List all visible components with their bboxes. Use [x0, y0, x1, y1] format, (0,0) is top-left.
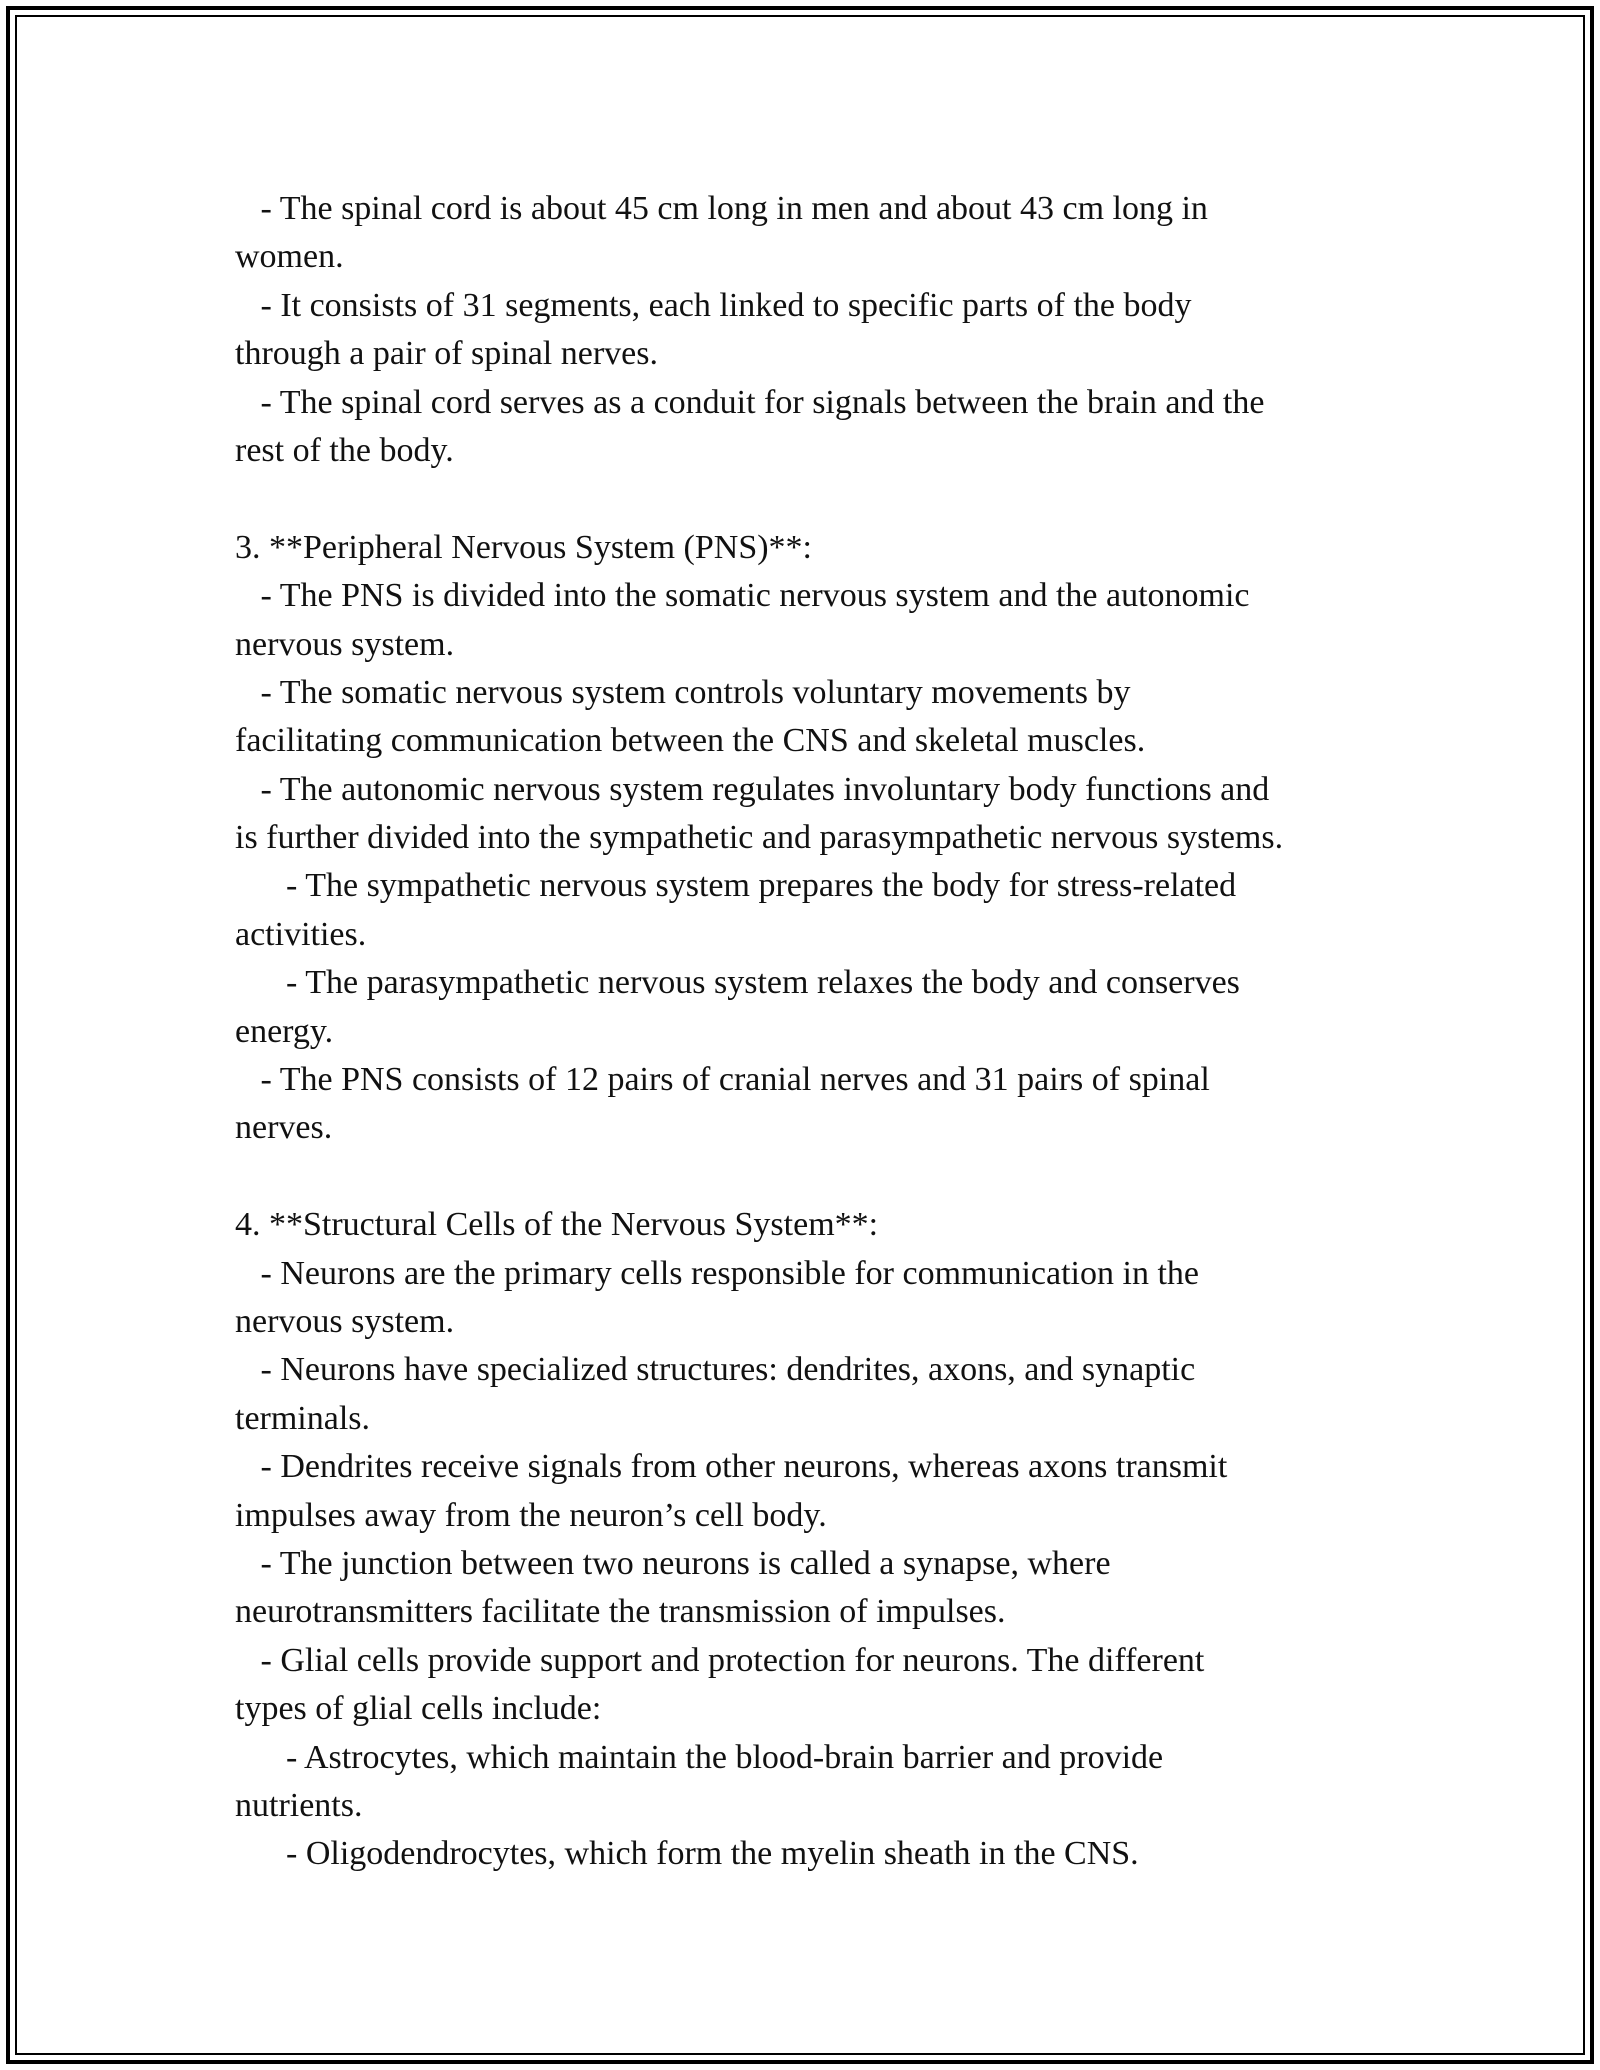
text-line: terminals.	[235, 1399, 371, 1437]
text-line: nervous system.	[235, 1302, 455, 1340]
section-heading: 4. **Structural Cells of the Nervous System**:	[235, 1206, 879, 1244]
text-line: - The parasympathetic nervous system relaxes the body and conserves	[235, 964, 1240, 1002]
text-line: - Neurons have specialized structures: dendrites, axons, and synaptic	[235, 1351, 1196, 1389]
text-line: - It consists of 31 segments, each linked to specific parts of the body	[235, 286, 1192, 324]
text-line: activities.	[235, 915, 367, 953]
text-line: through a pair of spinal nerves.	[235, 335, 658, 373]
text-line: energy.	[235, 1012, 334, 1050]
text-line: women.	[235, 238, 344, 276]
blank-line	[235, 1153, 1415, 1201]
text-line: nerves.	[235, 1109, 333, 1147]
text-line: - The autonomic nervous system regulates involuntary body functions and	[235, 770, 1270, 808]
document-body	[235, 185, 1415, 1879]
text-line: types of glial cells include:	[235, 1690, 602, 1728]
text-line: nervous system.	[235, 625, 455, 663]
text-line: - The PNS is divided into the somatic nervous system and the autonomic	[235, 577, 1250, 615]
text-line: nutrients.	[235, 1786, 363, 1824]
text-line: - Glial cells provide support and protection for neurons. The different	[235, 1641, 1205, 1679]
text-line: - The spinal cord is about 45 cm long in men and about 43 cm long in	[235, 190, 1208, 227]
text-line: facilitating communication between the CNS and skeletal muscles.	[235, 722, 1146, 760]
text-line: - The sympathetic nervous system prepares the body for stress-related	[235, 867, 1237, 905]
section-heading: 3. **Peripheral Nervous System (PNS)**:	[235, 528, 813, 566]
text-line: - The spinal cord serves as a conduit for signals between the brain and the	[235, 383, 1265, 421]
text-line: - Neurons are the primary cells responsible for communication in the	[235, 1254, 1199, 1292]
text-line: - Astrocytes, which maintain the blood-brain barrier and provide	[235, 1738, 1164, 1776]
text-line: - Oligodendrocytes, which form the myelin sheath in the CNS.	[235, 1835, 1139, 1873]
text-line: - Dendrites receive signals from other neurons, whereas axons transmit	[235, 1448, 1228, 1486]
text-line: - The somatic nervous system controls voluntary movements by	[235, 673, 1131, 711]
text-line: is further divided into the sympathetic and parasympathetic nervous systems.	[235, 819, 1284, 857]
text-line: - The junction between two neurons is called a synapse, where	[235, 1544, 1111, 1582]
text-line: rest of the body.	[235, 431, 454, 469]
text-line: - The PNS consists of 12 pairs of cranial nerves and 31 pairs of spinal	[235, 1061, 1210, 1099]
text-line: neurotransmitters facilitate the transmission of impulses.	[235, 1593, 1006, 1631]
text-line: impulses away from the neuron’s cell body.	[235, 1496, 827, 1534]
blank-line	[235, 475, 1415, 523]
